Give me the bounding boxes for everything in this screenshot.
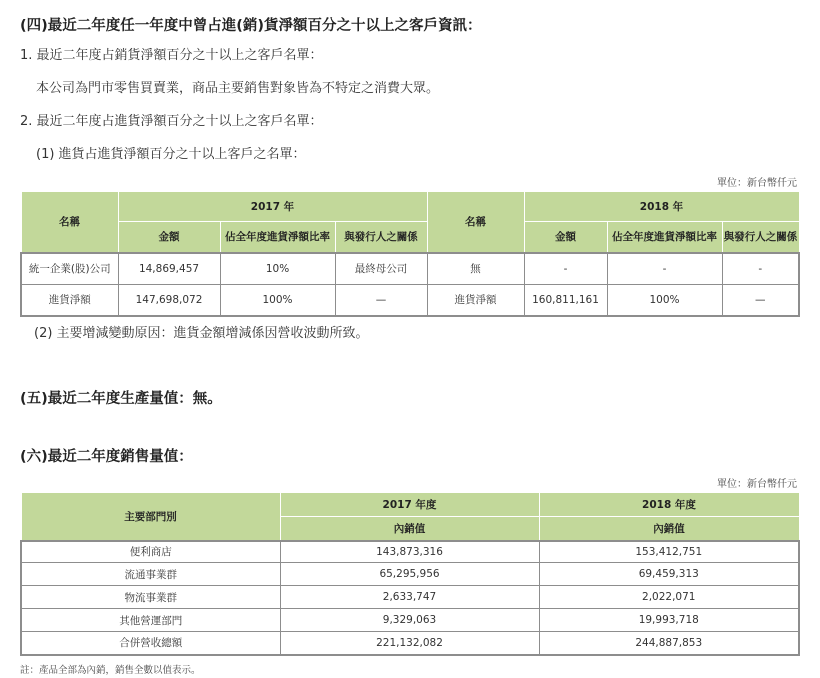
table-cell: — [335,285,427,316]
table-cell: 147,698,072 [118,285,220,316]
name-header-2018: 名稱 [427,192,524,253]
table-row [21,632,799,655]
table-row [21,253,799,285]
table-cell: 100% [220,285,335,316]
table-cell: 物流事業群 [21,586,280,609]
table-cell: 100% [607,285,722,316]
sales-volume-table [20,492,800,656]
item-2-sub-2: (2) 主要增減變動原因：進貨金額增減係因營收波動所致。 [34,326,369,341]
year-header-2017: 2017 年 [118,192,427,222]
section-5-title: (五)最近二年度生產量值：無。 [20,391,222,407]
dept-header: 主要部門別 [21,493,280,541]
table-cell: 進貨淨額 [21,285,118,316]
table-cell: 合併營收總額 [21,632,280,655]
table-row [21,541,799,563]
table-cell: — [755,293,766,306]
unit-label-1: 單位：新台幣仟元 [717,178,797,189]
table-cell: 9,329,063 [280,609,539,632]
domestic-header-2018: 內銷值 [539,517,799,541]
table-row [21,285,799,316]
table-cell: 19,993,718 [638,614,699,626]
name-header-2017: 名稱 [21,192,118,253]
table-cell: 10% [220,253,335,285]
table-cell: 143,873,316 [280,541,539,563]
year-header-2018: 2018 年 [524,192,799,222]
table-cell: 流通事業群 [21,563,280,586]
table-row [21,586,799,609]
footnote: 註：產品全部為內銷，銷售全數以值表示。 [20,665,201,676]
table-cell: 進貨淨額 [427,285,524,316]
year-header-2017: 2017 年度 [280,493,539,517]
table-cell: - [758,262,763,275]
relation-header-2018: 與發行人之關係 [722,222,799,253]
table-cell: 便利商店 [21,541,280,563]
table-cell: 153,412,751 [635,545,703,558]
purchase-customers-table [20,191,800,317]
table-cell: 69,459,313 [638,568,699,580]
year-header-2018: 2018 年度 [539,493,799,517]
unit-label-2: 單位：新台幣仟元 [717,479,797,490]
table-cell: 最終母公司 [335,253,427,285]
item-2-heading: 2. 最近二年度占進貨淨額百分之十以上之客戶名單： [20,114,323,129]
domestic-header-2017: 內銷值 [280,517,539,541]
relation-header-2017: 與發行人之關係 [335,222,427,253]
table-cell: - [524,253,607,285]
section-4-title: (四)最近二年度任一年度中曾占進(銷)貨淨額百分之十以上之客戶資訊： [20,18,482,34]
table-cell: 244,887,853 [635,636,703,649]
table-cell: 14,869,457 [118,253,220,285]
item-1-text: 本公司為門市零售買賣業，商品主要銷售對象皆為不特定之消費大眾。 [36,81,440,96]
table-cell: 2,022,071 [642,591,696,603]
ratio-header-2018: 佔全年度進貨淨額比率 [607,222,722,253]
ratio-header-2017: 佔全年度進貨淨額比率 [220,222,335,253]
amount-header-2018: 金額 [524,222,607,253]
table-cell: 2,633,747 [280,586,539,609]
table-cell: 其他營運部門 [21,609,280,632]
table-cell: 無 [427,253,524,285]
table-cell: 統一企業(股)公司 [21,253,118,285]
table-row [21,563,799,586]
section-6-title: (六)最近二年度銷售量值： [20,449,193,465]
table-row [21,609,799,632]
table-cell: 160,811,161 [524,285,607,316]
item-2-sub-1: (1) 進貨占進貨淨額百分之十以上客戶之名單： [36,147,306,162]
item-1-heading: 1. 最近二年度占銷貨淨額百分之十以上之客戶名單： [20,48,323,63]
table-cell: - [607,253,722,285]
table-cell: 221,132,082 [280,632,539,655]
amount-header-2017: 金額 [118,222,220,253]
table-cell: 65,295,956 [280,563,539,586]
